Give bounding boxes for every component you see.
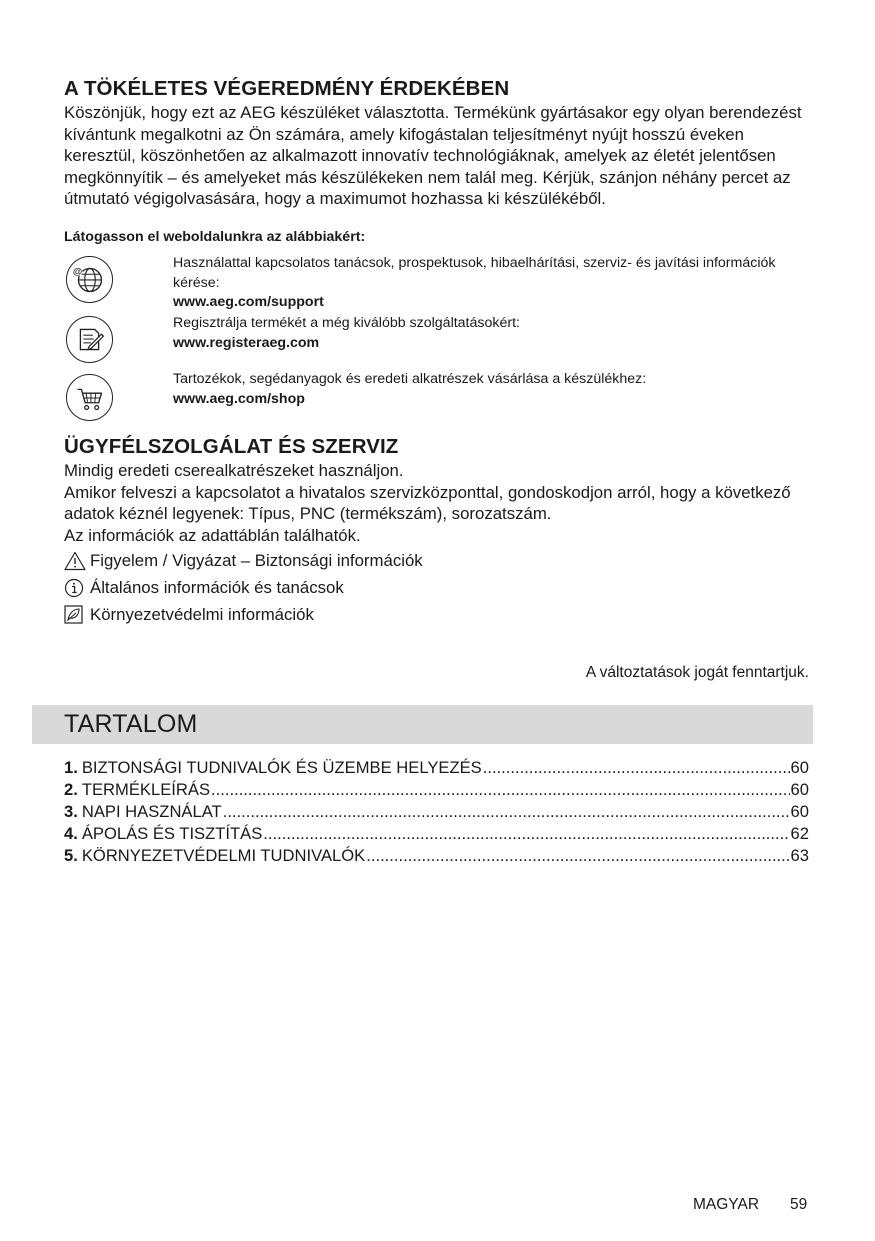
svg-text:@: @ — [72, 266, 83, 278]
toc-item-number: 4. — [64, 824, 78, 843]
toc-item[interactable] — [64, 756, 809, 778]
web-globe-icon — [66, 256, 113, 303]
toc-item-label: BIZTONSÁGI TUDNIVALÓK ÉS ÜZEMBE HELYEZÉS — [81, 758, 482, 777]
intro-paragraph — [64, 102, 809, 210]
footer-page-number: 59 — [790, 1196, 808, 1213]
toc-item-label: KÖRNYEZETVÉDELMI TUDNIVALÓK — [81, 846, 366, 865]
customer-line-2: Amikor felveszi a kapcsolatot a hivatalos szervizközponttal, gondoskodjon arról, hogy a következő adatok kéznél legyenek: Típus, PNC (termékszám), sorozatszám. — [64, 482, 791, 523]
toc-item-page: 60 — [790, 758, 809, 777]
customer-service-text — [64, 460, 809, 546]
service-item-register — [173, 314, 813, 353]
shop-link[interactable]: www.aeg.com/shop — [173, 390, 305, 407]
environment-leaf-icon — [64, 605, 86, 625]
toc-item-label: NAPI HASZNÁLAT — [81, 802, 222, 821]
toc-leader-dots — [211, 780, 790, 800]
rights-note: A változtatások jogát fenntartjuk. — [585, 664, 809, 681]
toc-item-number: 1. — [64, 758, 78, 777]
toc-item-page: 63 — [790, 846, 809, 865]
support-link[interactable]: www.aeg.com/support — [173, 294, 324, 310]
legend-text: Általános információk és tanácsok — [90, 578, 344, 597]
toc-item[interactable] — [64, 778, 809, 800]
legend-environment — [64, 604, 314, 626]
customer-service-heading: ÜGYFÉLSZOLGÁLAT ÉS SZERVIZ — [64, 435, 399, 458]
toc-item-number: 3. — [64, 802, 78, 821]
intro-heading: A TÖKÉLETES VÉGEREDMÉNY ÉRDEKÉBEN — [64, 77, 510, 100]
toc-item-number: 2. — [64, 780, 78, 799]
toc-item-label: TERMÉKLEÍRÁS — [81, 780, 211, 799]
service-text: Regisztrálja termékét a még kiválóbb szolgáltatásokért: — [173, 315, 520, 331]
toc-item-page: 60 — [790, 780, 809, 799]
toc-leader-dots — [483, 758, 790, 778]
service-item-support — [173, 254, 813, 313]
customer-line-1: Mindig eredeti cserealkatrészeket használjon. — [64, 461, 404, 480]
legend-text: Figyelem / Vigyázat – Biztonsági információk — [90, 551, 423, 570]
intro-paragraph-text: Köszönjük, hogy ezt az AEG készüléket választotta. Termékünk gyártásakor egy olyan berendezést kívántunk megalkotni az Ön számára, amely kifogástalan teljesítményt nyújt hosszú éveken keresztül, köszönhetően az alkalmazott innovatív technológiáknak, amelyek az életét jelentősen megkönnyítik – és amelyeket más készülékeken nem talál meg. Kérjük, szánjon néhány percet az útmutató végigolvasására, hogy a maximumot hozhassa ki készülékéből. — [64, 103, 802, 208]
warning-triangle-icon — [64, 551, 86, 571]
toc-leader-dots — [263, 824, 789, 844]
service-text: Használattal kapcsolatos tanácsok, prospektusok, hibaelhárítási, szerviz- és javítási információk kérése: — [173, 255, 776, 291]
toc-leader-dots — [223, 802, 790, 822]
customer-line-3: Az információk az adattáblán találhatók. — [64, 525, 361, 545]
toc-leader-dots — [366, 846, 789, 866]
info-circle-icon — [64, 578, 86, 598]
footer-language: MAGYAR — [693, 1196, 760, 1213]
shopping-cart-icon — [66, 374, 113, 421]
service-text: Tartozékok, segédanyagok és eredeti alkatrészek vásárlása a készülékhez: — [173, 371, 647, 387]
legend-warning — [64, 550, 423, 572]
register-document-icon — [66, 316, 113, 363]
visit-label: Látogasson el weboldalunkra az alábbiakért: — [64, 229, 366, 245]
legend-text: Környezetvédelmi információk — [90, 605, 314, 624]
toc-item[interactable] — [64, 800, 809, 822]
toc-item-label: ÁPOLÁS ÉS TISZTÍTÁS — [81, 824, 263, 843]
register-link[interactable]: www.registeraeg.com — [173, 334, 320, 351]
toc-title: TARTALOM — [64, 710, 198, 738]
service-item-shop — [173, 370, 813, 409]
toc-item[interactable] — [64, 844, 809, 866]
toc-item-number: 5. — [64, 846, 78, 865]
toc-item-page: 60 — [790, 802, 809, 821]
toc-item-page: 62 — [790, 824, 809, 843]
legend-info — [64, 577, 344, 599]
toc-item[interactable] — [64, 822, 809, 844]
